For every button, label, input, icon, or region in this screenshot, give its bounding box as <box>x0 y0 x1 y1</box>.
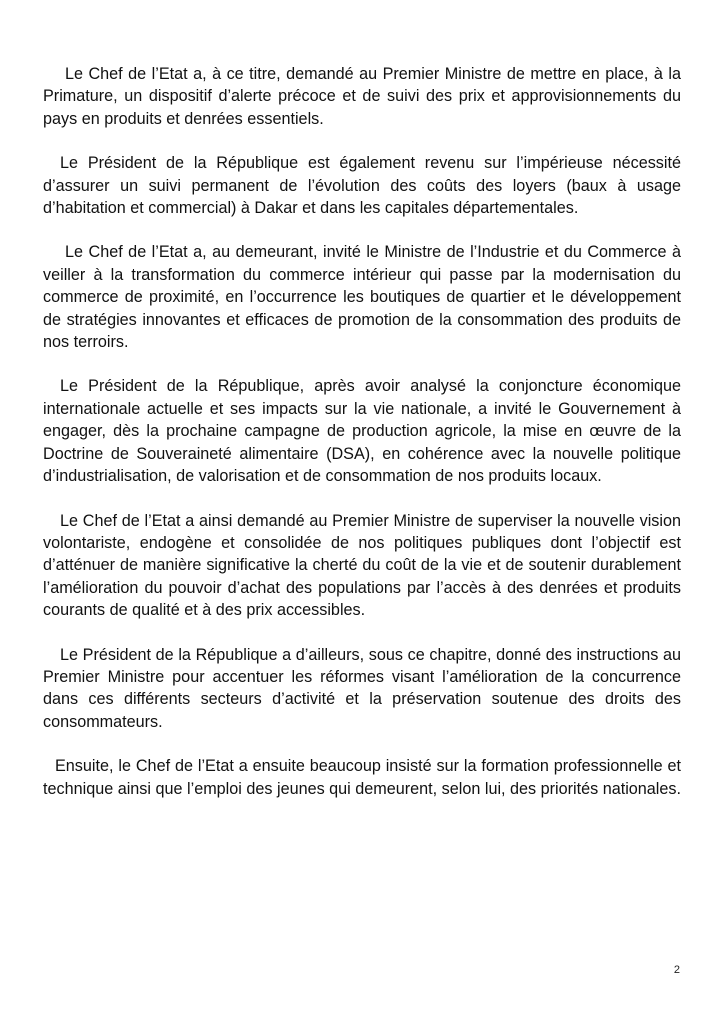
paragraph-food-sovereignty: Le Président de la République, après avoir analysé la conjoncture économique internationale actuelle et ses impacts sur la vie nationale, a invité le Gouvernement à engager, dès la prochaine campagne de production agricole, la mise en œuvre de la Doctrine de Souveraineté alimentaire (DSA), en cohérence avec la nouvelle politique d’industrialisation, de valorisation et de consommation de nos produits locaux. <box>43 377 681 486</box>
page-number: 2 <box>673 964 680 976</box>
document-body <box>43 63 681 822</box>
paragraph-rent-monitoring: Le Président de la République est également revenu sur l’impérieuse nécessité d’assurer un suivi permanent de l’évolution des coûts des loyers (baux à usage d’habitation et commercial) à Dakar et dans les capitales départementales. <box>43 154 681 218</box>
paragraph-cost-of-living: Le Chef de l’Etat a ainsi demandé au Premier Ministre de superviser la nouvelle vision volontariste, endogène et consolidée de nos politiques publiques dont l’objectif est d’atténuer de manière significative la cherté du coût de la vie et de soutenir durablement l’amélioration du pouvoir d’achat des populations par l’accès à des denrées et produits courants de qualité et à des prix accessibles. <box>43 511 681 620</box>
paragraph-youth-employment: Ensuite, le Chef de l’Etat a ensuite beaucoup insisté sur la formation professionnelle et technique ainsi que l’emploi des jeunes qui demeurent, selon lui, des priorités nationales. <box>43 757 681 798</box>
paragraph-competition-reforms: Le Président de la République a d’ailleurs, sous ce chapitre, donné des instructions au Premier Ministre pour accentuer les réformes visant l’amélioration de la concurrence dans ces différents secteurs d’activité et la préservation soutenue des droits des consommateurs. <box>43 645 681 731</box>
paragraph-alert-system: Le Chef de l’Etat a, à ce titre, demandé au Premier Ministre de mettre en place, à la Primature, un dispositif d’alerte précoce et de suivi des prix et approvisionnements du pays en produits et denrées essentiels. <box>43 65 681 128</box>
paragraph-domestic-commerce: Le Chef de l’Etat a, au demeurant, invité le Ministre de l’Industrie et du Commerce à veiller à la transformation du commerce intérieur qui passe par la modernisation du commerce de proximité, en l’occurrence les boutiques de quartier et le développement de stratégies innovantes et efficaces de promotion de la consommation des produits de nos terroirs. <box>43 243 681 352</box>
